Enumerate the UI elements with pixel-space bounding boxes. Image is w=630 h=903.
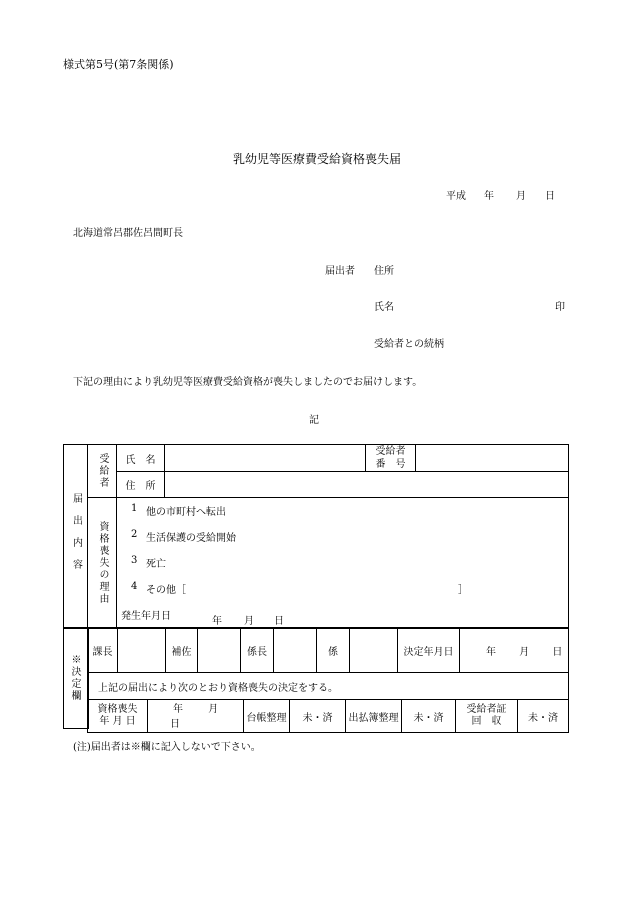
kacho-label: 課長	[92, 646, 113, 658]
section-label-cell	[64, 445, 88, 629]
kakaricho-stamp[interactable]	[274, 628, 317, 673]
notification-table	[63, 444, 569, 629]
date-month: 月	[516, 191, 526, 202]
applicant-relation-label: 受給者との続柄	[374, 339, 444, 350]
recipient-label: 受給者	[97, 453, 108, 489]
reason-2-num: 2	[131, 528, 138, 540]
decision-bottom-table	[87, 699, 569, 733]
seal-mark: 印	[555, 302, 565, 313]
number-label-2: 番 号	[375, 459, 406, 470]
reason-3-text[interactable]: 死亡	[146, 558, 166, 570]
kakari-label-cell	[317, 628, 350, 673]
card-status: 未・済	[528, 712, 558, 724]
applicant-address-label: 住所	[374, 266, 394, 277]
decision-statement: 上記の届出により次のとおり資格喪失の決定をする。	[98, 682, 338, 694]
reason-cell	[117, 498, 569, 629]
loss-month: 月	[208, 704, 219, 715]
decision-date-label-cell	[398, 628, 460, 673]
card-label-1: 受給者証	[466, 704, 507, 715]
applicant-name-label: 氏名	[374, 302, 394, 313]
decision-label-cell	[63, 627, 89, 729]
number-label-cell	[366, 445, 416, 472]
date-year: 年	[484, 191, 494, 202]
card-label-cell	[456, 700, 518, 733]
ki-heading: 記	[309, 415, 319, 426]
decision-date-field[interactable]	[460, 628, 569, 673]
occurrence-label: 発生年月日	[121, 610, 171, 622]
payment-label-cell	[346, 700, 402, 733]
address-label: 住 所	[125, 481, 156, 492]
decision-month: 月	[519, 646, 530, 658]
ledger-status: 未・済	[302, 712, 333, 724]
hosa-label-cell	[166, 628, 198, 673]
reason-4-num: 4	[131, 580, 138, 592]
decision-date-label: 決定年月日	[403, 646, 454, 658]
occurrence-year: 年	[212, 615, 222, 627]
loss-year: 年	[173, 704, 183, 715]
decision-label: ※決定欄	[69, 654, 80, 702]
occurrence-month: 月	[244, 615, 254, 627]
occurrence-day: 日	[274, 615, 284, 627]
loss-date-label-cell	[88, 700, 148, 733]
reason-label-cell	[88, 498, 117, 629]
addressee: 北海道常呂郡佐呂間町長	[73, 228, 183, 239]
card-status-cell[interactable]	[518, 700, 569, 733]
name-field[interactable]	[165, 445, 366, 472]
date-era: 平成	[446, 191, 466, 202]
number-field[interactable]	[416, 445, 569, 472]
loss-date-field[interactable]	[148, 700, 244, 733]
reason-1-num: 1	[131, 502, 138, 514]
hosa-label: 補佐	[171, 646, 192, 658]
recipient-label-cell	[88, 445, 117, 498]
decision-day: 日	[552, 646, 563, 658]
kakaricho-label-cell	[241, 628, 274, 673]
card-label-2: 回 収	[471, 716, 502, 727]
kakari-label: 係	[328, 646, 338, 658]
form-number: 様式第5号(第7条関係)	[63, 58, 174, 71]
reason-4-close: ］	[458, 584, 468, 596]
footnote: (注)届出者は※欄に記入しないで下さい。	[73, 742, 261, 753]
decision-year: 年	[486, 646, 496, 658]
name-label-cell	[117, 445, 165, 472]
statement: 下記の理由により乳幼児等医療費受給資格が喪失しましたのでお届けします。	[73, 377, 423, 388]
payment-label: 出払簿整理	[348, 712, 399, 724]
reason-4-text[interactable]: その他［	[146, 584, 186, 596]
section-label: 届出内容	[70, 492, 82, 581]
ledger-label: 台帳整理	[246, 712, 287, 724]
kakaricho-label: 係長	[247, 646, 267, 658]
payment-status: 未・済	[413, 712, 444, 724]
hosa-stamp[interactable]	[198, 628, 241, 673]
reason-2-text[interactable]: 生活保護の受給開始	[146, 532, 236, 544]
ledger-label-cell	[244, 700, 290, 733]
decision-table	[87, 627, 569, 700]
applicant-label: 届出者	[325, 266, 355, 277]
address-label-cell	[117, 472, 165, 498]
loss-day: 日	[170, 719, 180, 730]
page-title: 乳幼児等医療費受給資格喪失届	[233, 152, 402, 166]
reason-1-text[interactable]: 他の市町村へ転出	[146, 506, 226, 518]
kacho-stamp[interactable]	[118, 628, 166, 673]
ledger-status-cell[interactable]	[290, 700, 346, 733]
date-day: 日	[545, 191, 555, 202]
reason-3-num: 3	[131, 554, 138, 566]
address-field[interactable]	[165, 472, 569, 498]
loss-date-label-2: 年 月 日	[99, 716, 136, 727]
loss-date-label-1: 資格喪失	[97, 704, 138, 715]
reason-label: 資格喪失の理由	[97, 521, 108, 605]
payment-status-cell[interactable]	[402, 700, 456, 733]
kakari-stamp[interactable]	[350, 628, 398, 673]
kacho-label-cell	[88, 628, 118, 673]
name-label: 氏 名	[125, 454, 156, 466]
number-label-1: 受給者	[375, 446, 406, 457]
decision-statement-cell	[88, 673, 569, 700]
